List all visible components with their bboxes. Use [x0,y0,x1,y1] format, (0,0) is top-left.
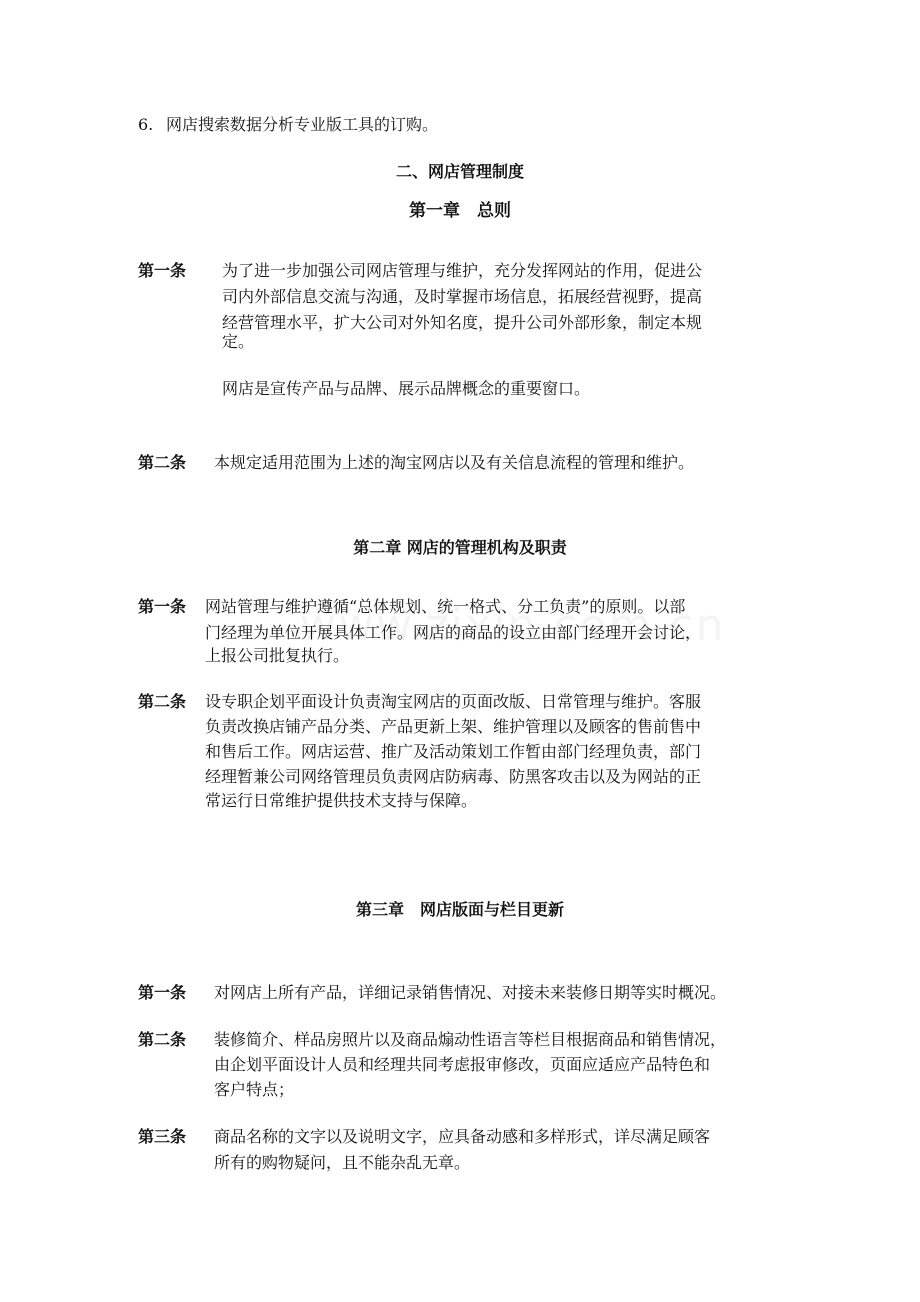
article-label: 第二条 [138,692,187,711]
list-item-number: 6. [138,115,154,134]
article-label: 第二条 [138,453,187,472]
article-line: 所有的购物疑问，且不能杂乱无章。 [214,1153,471,1172]
article-line: 常运行日常维护提供技术支持与保障。 [205,791,478,810]
chapter-title: 第一章 总则 [409,201,511,221]
article-line: 经营管理水平，扩大公司对外知名度，提升公司外部形象，制定本规 [222,313,703,332]
article-line: 门经理为单位开展具体工作。网店的商品的设立由部门经理开会讨论， [205,623,702,642]
article-line: 司内外部信息交流与沟通，及时掌握市场信息，拓展经营视野，提高 [222,287,703,306]
article-label: 第一条 [138,597,187,616]
article-line: 由企划平面设计人员和经理共同考虑报审修改，页面应适应产品特色和 [214,1055,711,1074]
article-line: 设专职企划平面设计负责淘宝网店的页面改版、日常管理与维护。客服 [205,692,702,711]
article-extra-paragraph: 网店是宣传产品与品牌、展示品牌概念的重要窗口。 [222,379,591,398]
article-line: 为了进一步加强公司网店管理与维护，充分发挥网站的作用，促进公 [222,261,703,280]
article-line: 商品名称的文字以及说明文字，应具备动感和多样形式，详尽满足顾客 [214,1127,711,1146]
article-label: 第三条 [138,1127,187,1146]
article-line: 本规定适用范围为上述的淘宝网店以及有关信息流程的管理和维护。 [214,453,695,472]
article-line: 和售后工作。网店运营、推广及活动策划工作暂由部门经理负责，部门 [205,742,702,761]
article-line: 网站管理与维护遵循“总体规划、统一格式、分工负责”的原则。以部 [205,597,686,616]
list-item-text: 网店搜索数据分析专业版工具的订购。 [166,115,439,134]
article-label: 第一条 [138,261,187,280]
article-line: 客户特点； [214,1080,295,1099]
article-line: 定。 [222,332,255,351]
article-line: 上报公司批复执行。 [205,646,350,665]
article-label: 第二条 [138,1030,187,1049]
article-line: 装修简介、样品房照片以及商品煽动性语言等栏目根据商品和销售情况， [214,1030,727,1049]
chapter-title: 第三章 网店版面与栏目更新 [355,900,564,919]
article-line: 负责改换店铺产品分类、产品更新上架、维护管理以及顾客的售前售中 [205,717,702,736]
article-line: 经理暂兼公司网络管理员负责网店防病毒、防黑客攻击以及为网站的正 [205,767,702,786]
article-label: 第一条 [138,983,187,1002]
article-line: 对网店上所有产品，详细记录销售情况、对接未来装修日期等实时概况。 [214,983,727,1002]
chapter-title: 第二章 网店的管理机构及职责 [353,538,567,557]
section-title: 二、网店管理制度 [395,162,524,181]
